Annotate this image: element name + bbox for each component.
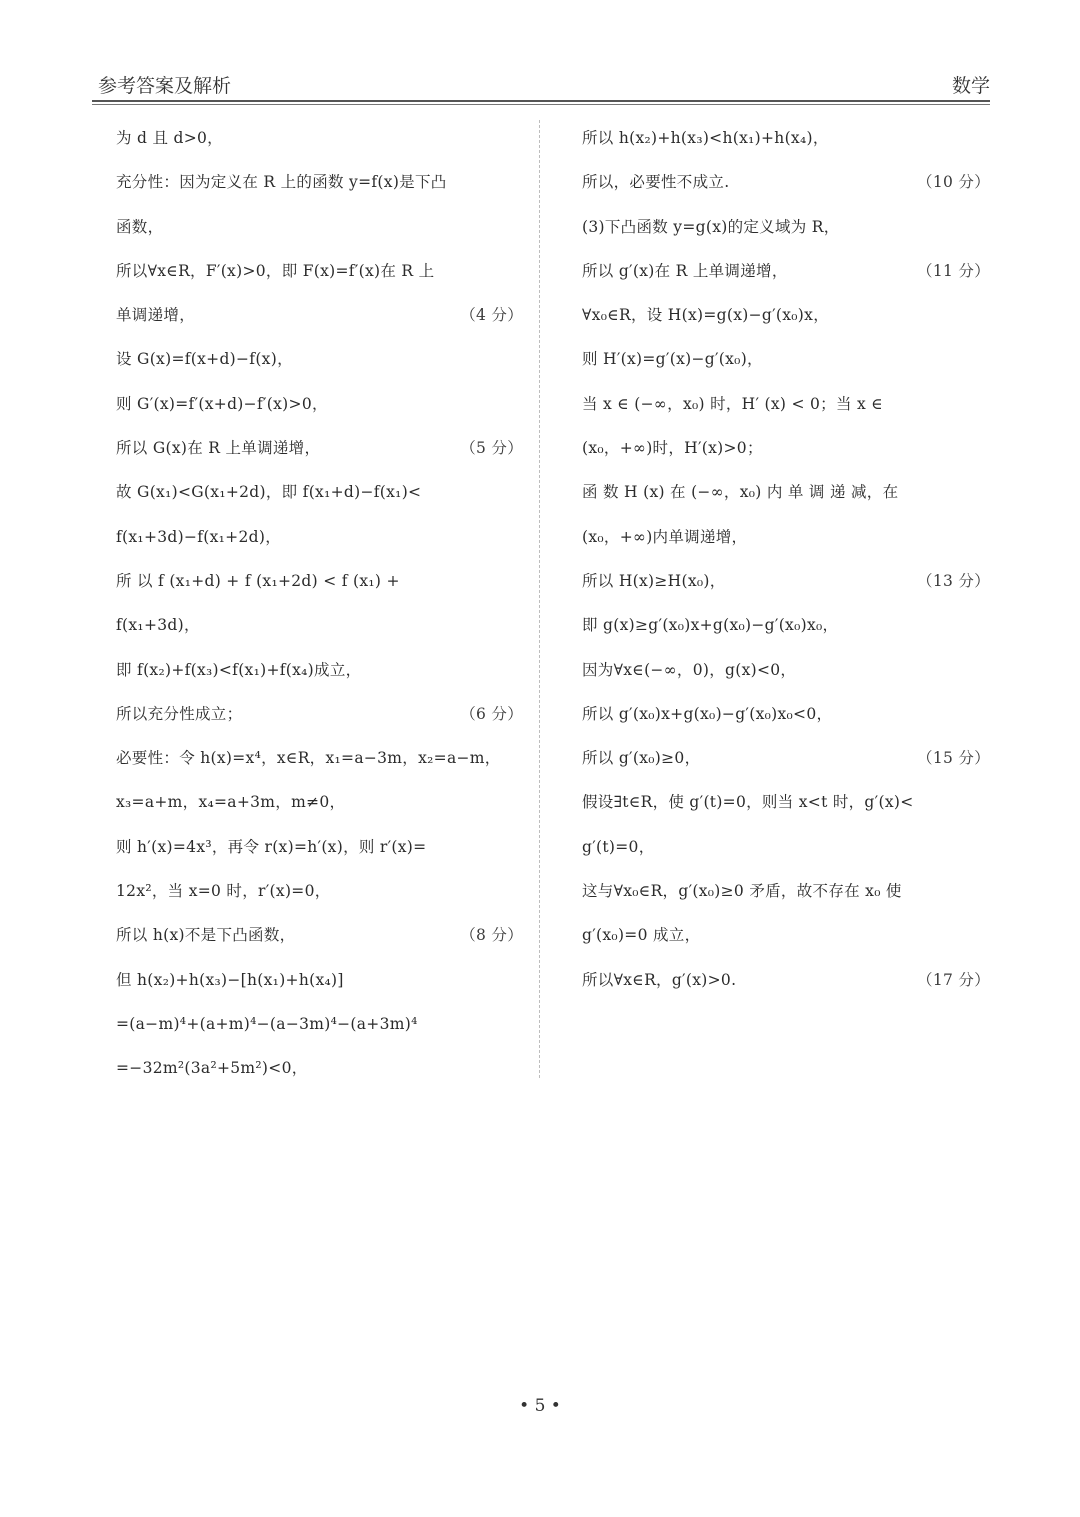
solution-line bbox=[116, 1002, 523, 1046]
line-text: 这与∀x₀∈R，g′(x₀)≥0 矛盾，故不存在 x₀ 使 bbox=[582, 882, 902, 901]
line-text: =(a−m)⁴+(a+m)⁴−(a−3m)⁴−(a+3m)⁴ bbox=[116, 1014, 418, 1033]
line-text: 所以∀x∈R，g′(x)>0. bbox=[582, 970, 737, 989]
line-text: 则 h′(x)=4x³，再令 r(x)=h′(x)，则 r′(x)= bbox=[116, 837, 427, 856]
line-text: 所以 G(x)在 R 上单调递增， bbox=[116, 439, 321, 458]
solution-line bbox=[116, 426, 523, 470]
line-text: =−32m²(3a²+5m²)<0， bbox=[116, 1059, 308, 1078]
solution-line bbox=[116, 913, 523, 957]
solution-line bbox=[116, 780, 523, 824]
solution-line bbox=[116, 515, 523, 559]
solution-line bbox=[116, 1046, 523, 1090]
line-text: 即 g(x)≥g′(x₀)x+g(x₀)−g′(x₀)x₀， bbox=[582, 616, 839, 635]
line-text: 所以 h(x₂)+h(x₃)<h(x₁)+h(x₄)， bbox=[582, 129, 829, 147]
score-mark: （8 分） bbox=[460, 926, 523, 945]
line-text: 所以 g′(x₀)≥0， bbox=[582, 749, 701, 768]
page-number: • 5 • bbox=[519, 1396, 561, 1416]
solution-line bbox=[116, 869, 523, 913]
solution-line bbox=[582, 692, 990, 736]
solution-line bbox=[116, 470, 523, 514]
line-text: 所以 g′(x)在 R 上单调递增， bbox=[582, 261, 788, 280]
score-mark: （4 分） bbox=[460, 306, 523, 325]
solution-line bbox=[582, 470, 990, 514]
line-text: 函 数 H (x) 在 (−∞，x₀) 内 单 调 递 减，在 bbox=[582, 483, 899, 502]
score-mark: （17 分） bbox=[917, 970, 990, 989]
line-text: (x₀，+∞)时，H′(x)>0； bbox=[582, 439, 763, 458]
line-text: 必要性：令 h(x)=x⁴，x∈R，x₁=a−3m，x₂=a−m， bbox=[116, 749, 501, 768]
left-column bbox=[116, 116, 523, 1091]
solution-line bbox=[116, 205, 523, 249]
line-text: 所以充分性成立； bbox=[116, 704, 243, 723]
line-text: 所以∀x∈R，F′(x)>0，即 F(x)=f′(x)在 R 上 bbox=[116, 261, 435, 280]
line-text: 充分性：因为定义在 R 上的函数 y=f(x)是下凸 bbox=[116, 173, 447, 192]
header-rule bbox=[92, 100, 990, 102]
solution-line bbox=[116, 603, 523, 647]
line-text: x₃=a+m，x₄=a+3m，m≠0， bbox=[116, 793, 346, 812]
solution-line bbox=[582, 958, 990, 1002]
solution-line bbox=[582, 160, 990, 204]
line-text: 单调递增， bbox=[116, 306, 196, 325]
solution-line bbox=[116, 825, 523, 869]
solution-line bbox=[582, 736, 990, 780]
line-text: 函数， bbox=[116, 217, 164, 236]
solution-line bbox=[582, 913, 990, 957]
solution-line bbox=[582, 825, 990, 869]
line-text: 则 G′(x)=f′(x+d)−f′(x)>0， bbox=[116, 394, 328, 413]
score-mark: （11 分） bbox=[917, 261, 990, 280]
line-text: 设 G(x)=f(x+d)−f(x)， bbox=[116, 350, 293, 369]
score-mark: （10 分） bbox=[917, 173, 990, 192]
line-text: 所 以 f (x₁+d) + f (x₁+2d) < f (x₁) + bbox=[116, 571, 400, 590]
line-text: 所以 H(x)≥H(x₀)， bbox=[582, 571, 726, 590]
solution-line bbox=[582, 337, 990, 381]
page-header bbox=[98, 60, 990, 98]
line-text: 所以 h(x)不是下凸函数， bbox=[116, 926, 296, 945]
line-text: g′(x₀)=0 成立， bbox=[582, 926, 701, 945]
solution-line bbox=[582, 426, 990, 470]
score-mark: （15 分） bbox=[917, 749, 990, 768]
solution-line bbox=[116, 116, 523, 160]
line-text: 所以 g′(x₀)x+g(x₀)−g′(x₀)x₀<0， bbox=[582, 704, 833, 723]
solution-line bbox=[116, 249, 523, 293]
solution-line bbox=[582, 293, 990, 337]
line-text: f(x₁+3d)， bbox=[116, 616, 200, 635]
solution-line bbox=[582, 249, 990, 293]
solution-line bbox=[116, 958, 523, 1002]
solution-line bbox=[116, 736, 523, 780]
line-text: (x₀，+∞)内单调递增， bbox=[582, 527, 748, 546]
solution-line bbox=[116, 559, 523, 603]
column-divider bbox=[539, 120, 540, 1078]
line-text: 因为∀x∈(−∞，0)，g(x)<0， bbox=[582, 660, 797, 679]
solution-line bbox=[582, 780, 990, 824]
line-text: g′(t)=0， bbox=[582, 837, 655, 856]
header-subject: 数学 bbox=[951, 75, 990, 97]
solution-line bbox=[116, 648, 523, 692]
line-text: 为 d 且 d>0， bbox=[116, 129, 223, 147]
solution-line bbox=[116, 692, 523, 736]
line-text: 当 x ∈ (−∞，x₀) 时，H′ (x) < 0；当 x ∈ bbox=[582, 394, 884, 413]
solution-line bbox=[582, 116, 990, 160]
right-column bbox=[582, 116, 990, 1002]
header-title: 参考答案及解析 bbox=[98, 75, 232, 97]
score-mark: （6 分） bbox=[460, 704, 523, 723]
solution-line bbox=[582, 515, 990, 559]
line-text: ∀x₀∈R，设 H(x)=g(x)−g′(x₀)x， bbox=[582, 306, 829, 325]
line-text: 即 f(x₂)+f(x₃)<f(x₁)+f(x₄)成立， bbox=[116, 660, 362, 679]
solution-line bbox=[116, 160, 523, 204]
solution-line bbox=[582, 205, 990, 249]
line-text: f(x₁+3d)−f(x₁+2d)， bbox=[116, 527, 282, 546]
score-mark: （13 分） bbox=[917, 571, 990, 590]
solution-line bbox=[116, 382, 523, 426]
solution-line bbox=[582, 603, 990, 647]
solution-line bbox=[116, 293, 523, 337]
line-text: 故 G(x₁)<G(x₁+2d)，即 f(x₁+d)−f(x₁)< bbox=[116, 483, 422, 502]
solution-line bbox=[582, 648, 990, 692]
solution-line bbox=[582, 382, 990, 426]
score-mark: （5 分） bbox=[460, 439, 523, 458]
line-text: 则 H′(x)=g′(x)−g′(x₀)， bbox=[582, 350, 763, 369]
line-text: 12x²，当 x=0 时，r′(x)=0， bbox=[116, 882, 331, 901]
header-rule-thin bbox=[92, 104, 990, 105]
line-text: 但 h(x₂)+h(x₃)−[h(x₁)+h(x₄)] bbox=[116, 970, 344, 989]
solution-line bbox=[582, 559, 990, 603]
line-text: 所以，必要性不成立. bbox=[582, 173, 730, 192]
solution-line bbox=[582, 869, 990, 913]
solution-line bbox=[116, 337, 523, 381]
line-text: 假设∃t∈R，使 g′(t)=0，则当 x<t 时，g′(x)< bbox=[582, 793, 914, 812]
line-text: (3)下凸函数 y=g(x)的定义域为 R， bbox=[582, 217, 840, 236]
